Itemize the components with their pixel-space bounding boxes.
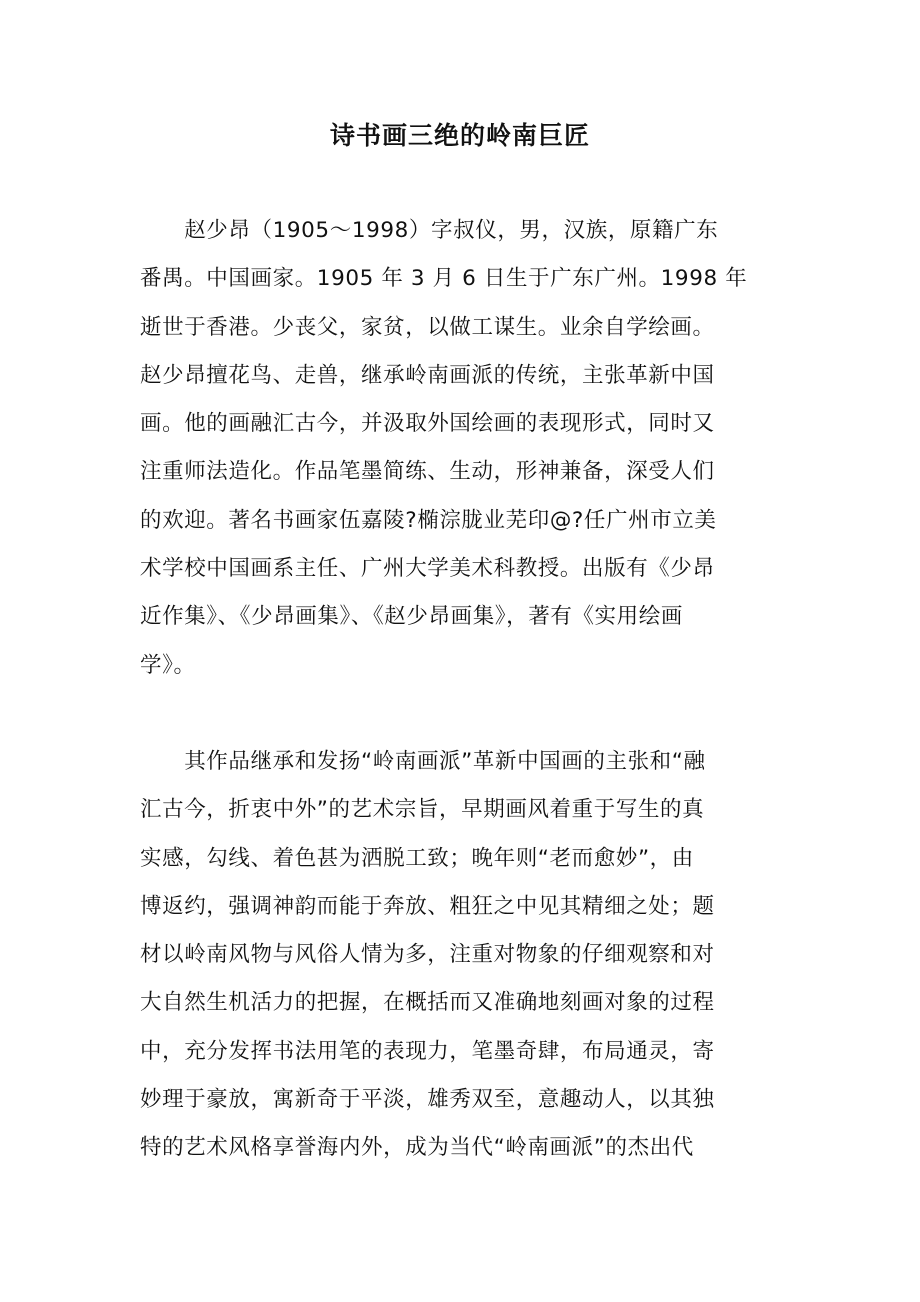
text-line: 特的艺术风格享誉海内外，成为当代“岭南画派”的杰出代 (140, 1135, 694, 1161)
text-line: 汇古今，折衷中外”的艺术宗旨，早期画风着重于写生的真 (140, 797, 705, 823)
text-line: 赵少昂擅花鸟、走兽，继承岭南画派的传统，主张革新中国 (140, 362, 715, 388)
text-line: 中，充分发挥书法用笔的表现力，笔墨奇肆，布局通灵，寄 (140, 1038, 715, 1064)
text-line: 赵少昂（1905～1998）字叔仪，男，汉族，原籍广东 (140, 218, 719, 243)
text-line: 术学校中国画系主任、广州大学美术科教授。出版有《少昂 (140, 556, 715, 582)
text-line: 妙理于豪放，寓新奇于平淡，雄秀双至，意趣动人，以其独 (140, 1087, 715, 1113)
text-line: 实感，勾线、着色甚为洒脱工致；晚年则“老而愈妙”，由 (140, 845, 694, 871)
text-line: 番禺。中国画家。1905 年 3 月 6 日生于广东广州。1998 年 (140, 266, 748, 292)
text-line: 大自然生机活力的把握，在概括而又准确地刻画对象的过程 (140, 990, 715, 1016)
text-line: 材以岭南风物与风俗人情为多，注重对物象的仔细观察和对 (140, 942, 715, 968)
paragraph-biography (140, 207, 785, 690)
text-line: 画。他的画融汇古今，并汲取外国绘画的表现形式，同时又 (140, 411, 715, 437)
text-line: 其作品继承和发扬“岭南画派”革新中国画的主张和“融 (140, 749, 706, 774)
text-line: 注重师法造化。作品笔墨简练、生动，形神兼备，深受人们 (140, 459, 715, 485)
text-line: 学》。 (140, 652, 196, 678)
text-line: 近作集》、《少昂画集》、《赵少昂画集》，著有《实用绘画 (140, 604, 683, 630)
text-line: 的欢迎。著名书画家伍嘉陵?椭淙胧业芜印@?任广州市立美 (140, 507, 717, 533)
paragraph-art-style (140, 738, 785, 1173)
text-line: 博返约，强调神韵而能于奔放、粗狂之中见其精细之处；题 (140, 893, 715, 919)
document-title: 诗书画三绝的岭南巨匠 (329, 121, 590, 150)
text-line: 逝世于香港。少丧父，家贫，以做工谋生。业余自学绘画。 (140, 314, 715, 340)
